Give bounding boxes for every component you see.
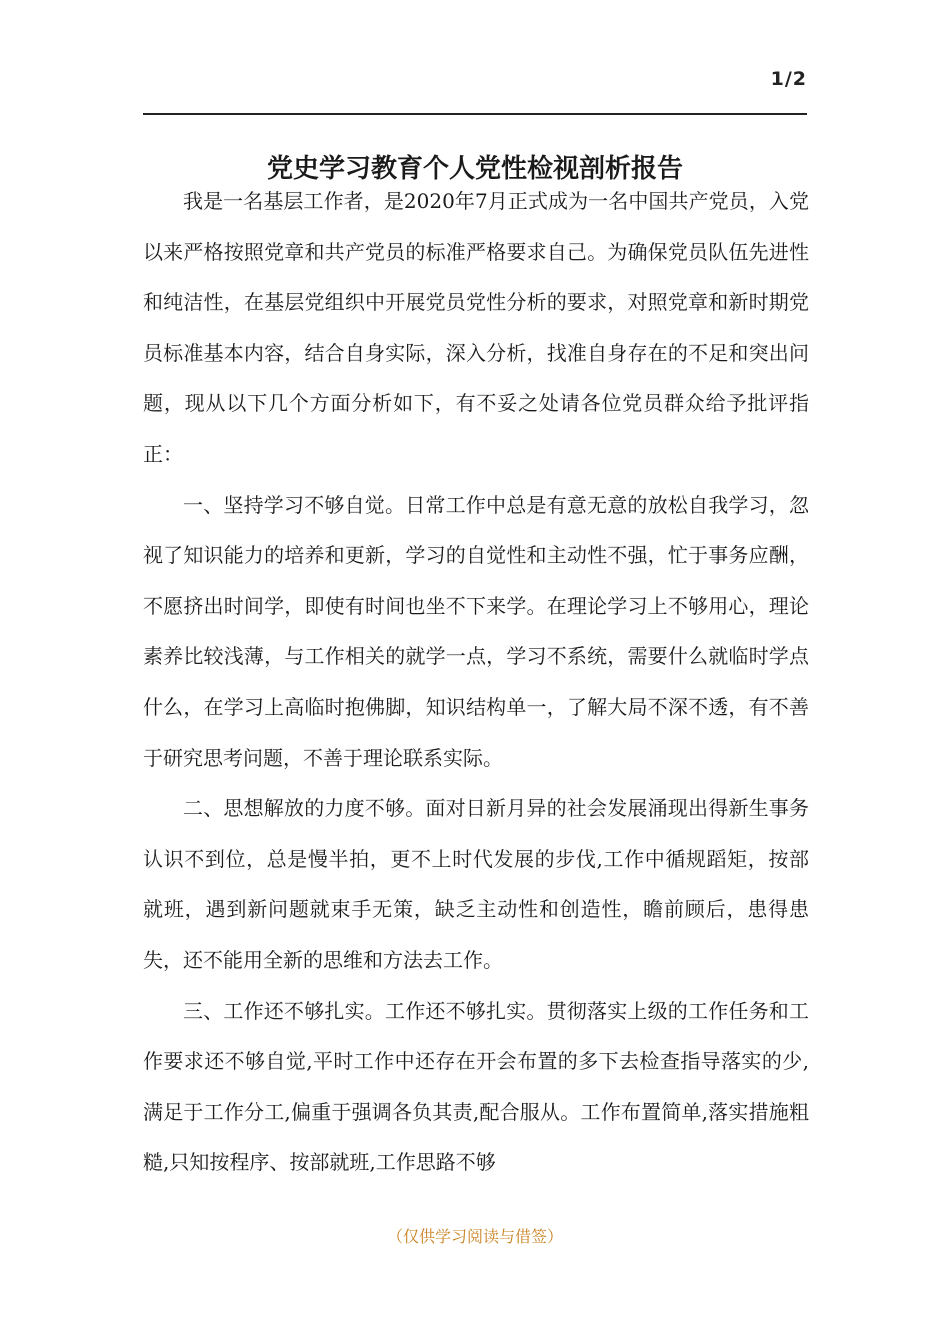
paragraph-section-2: 二、思想解放的力度不够。面对日新月异的社会发展涌现出得新生事务认识不到位，总是慢半拍，更不上时代发展的步伐,工作中循规蹈矩，按部就班，遇到新问题就束手无策，缺乏主动性和创造性，瞻前顾后，患得患失，还不能用全新的思维和方法去工作。 [143,796,809,972]
document-title: 党史学习教育个人党性检视剖析报告 [266,154,683,185]
page-number: 1/2 [770,68,807,90]
paragraph-section-3: 三、工作还不够扎实。工作还不够扎实。贯彻落实上级的工作任务和工作要求还不够自觉,平时工作中还存在开会布置的多下去检查指导落实的少,满足于工作分工,偏重于强调各负其责,配合服从。工作布置简单,落实措施粗糙,只知按程序、按部就班,工作思路不够 [143,998,809,1175]
paragraph-section-1: 一、坚持学习不够自觉。日常工作中总是有意无意的放松自我学习，忽视了知识能力的培养和更新，学习的自觉性和主动性不强，忙于事务应酬，不愿挤出时间学，即使有时间也坐不下来学。在理论学习上不够用心，理论素养比较浅薄，与工作相关的就学一点，学习不系统，需要什么就临时学点什么，在学习上高临时抱佛脚，知识结构单一，了解大局不深不透，有不善于研究思考问题，不善于理论联系实际。 [143,492,809,770]
paragraph-intro: 我是一名基层工作者，是2020年7月正式成为一名中国共产党员，入党以来严格按照党章和共产党员的标准严格要求自己。为确保党员队伍先进性和纯洁性，在基层党组织中开展党员党性分析的要求，对照党章和新时期党员标准基本内容，结合自身实际，深入分析，找准自身存在的不足和突出问题，现从以下几个方面分析如下，有不妥之处请各位党员群众给予批评指正： [143,189,809,466]
document-body [143,176,809,1188]
header-divider [143,113,807,115]
footer-note: （仅供学习阅读与借签） [386,1227,563,1246]
